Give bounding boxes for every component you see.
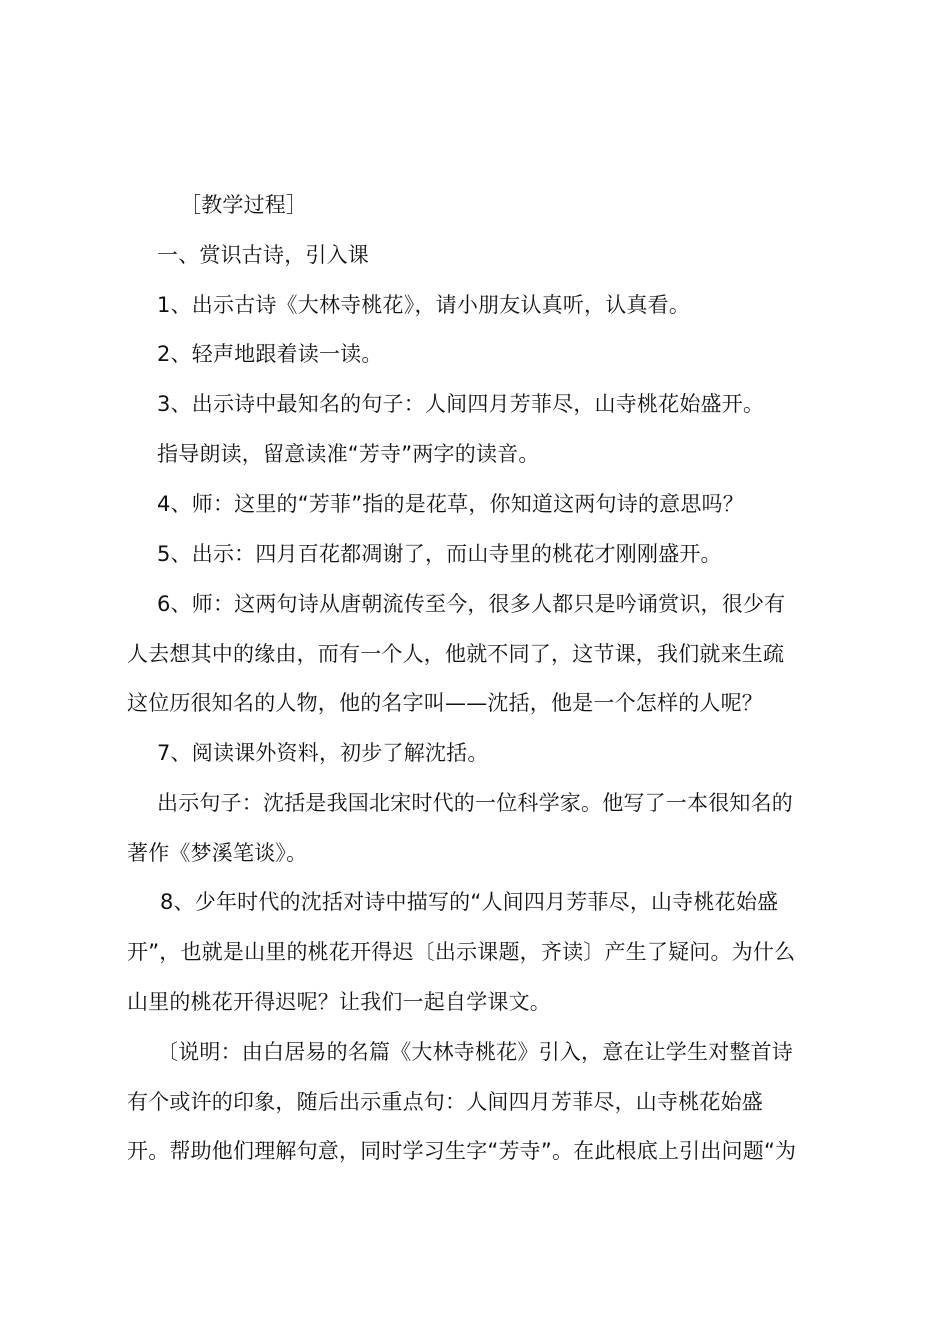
paragraph-line: 〔说明：由白居易的名篇《大林寺桃花》引入，意在让学生对整首诗: [157, 1040, 793, 1064]
paragraph-line: 出示句子：沈括是我国北宋时代的一位科学家。他写了一本很知名的: [157, 791, 793, 815]
lesson-process-heading: ［教学过程］: [180, 193, 308, 217]
paragraph-line: 2、轻声地跟着读一读。: [157, 342, 383, 366]
section-title: 一、赏识古诗，引入课: [157, 243, 369, 267]
paragraph-line: 7、阅读课外资料，初步了解沈括。: [157, 741, 489, 765]
paragraph-line: 6、师：这两句诗从唐朝流传至今，很多人都只是吟诵赏识，很少有: [157, 592, 786, 616]
paragraph-line: 开”，也就是山里的桃花开得迟〔出示课题，齐读〕产生了疑问。为什么: [127, 940, 796, 964]
paragraph-line: 人去想其中的缘由，而有一个人，他就不同了，这节课，我们就来生疏: [127, 642, 785, 666]
paragraph-line: 开。帮助他们理解句意，同时学习生字“芳寺”。在此根底上引出问题“为: [127, 1139, 797, 1163]
paragraph-line: 有个或许的印象，随后出示重点句：人间四月芳菲尽，山寺桃花始盛: [127, 1090, 763, 1114]
paragraph-line: 5、出示：四月百花都凋谢了，而山寺里的桃花才刚刚盛开。: [157, 542, 722, 566]
paragraph-line: 8、少年时代的沈括对诗中描写的“人间四月芳菲尽，山寺桃花始盛: [160, 890, 779, 914]
paragraph-line: 著作《梦溪笔谈》。: [127, 841, 308, 865]
paragraph-line: 4、师：这里的“芳菲”指的是花草，你知道这两句诗的意思吗？: [157, 492, 744, 516]
paragraph-line: 3、出示诗中最知名的句子：人间四月芳菲尽，山寺桃花始盛开。: [157, 392, 765, 416]
paragraph-line: 这位历很知名的人物，他的名字叫——沈括，他是一个怎样的人呢？: [127, 691, 763, 715]
paragraph-line: 指导朗读，留意读准“芳寺”两字的读音。: [157, 442, 540, 466]
paragraph-line: 1、出示古诗《大林寺桃花》，请小朋友认真听，认真看。: [157, 293, 691, 317]
paragraph-line: 山里的桃花开得迟呢？让我们一起自学课文。: [127, 990, 551, 1014]
